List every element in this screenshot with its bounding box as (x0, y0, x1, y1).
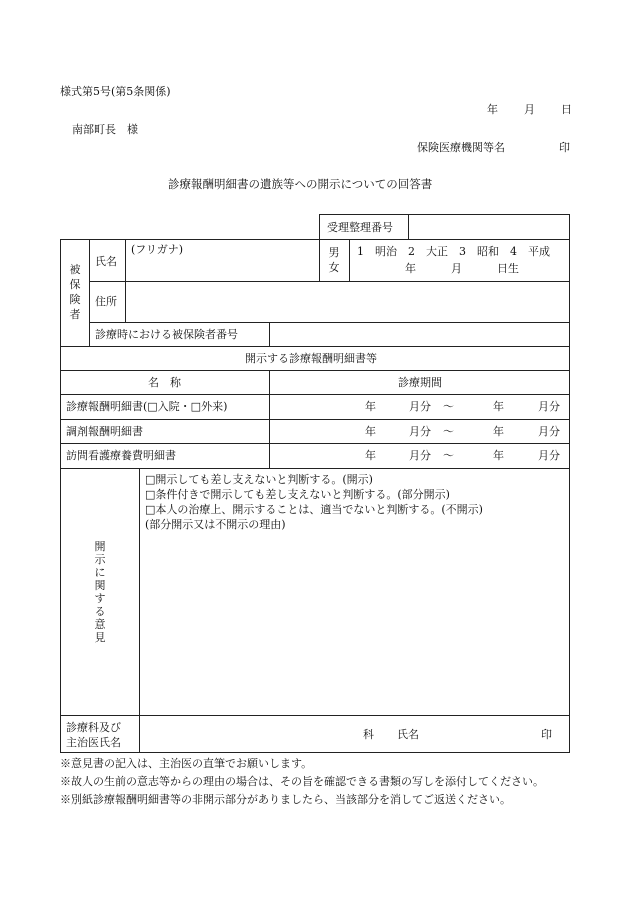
name-field[interactable] (127, 258, 317, 280)
period-start-year-label: 年 (365, 449, 376, 462)
birth-year-label: 年 (405, 262, 416, 275)
date-day-label: 日 (561, 103, 572, 116)
addressee: 南部町長 様 (72, 123, 138, 136)
address-label: 住所 (95, 295, 117, 308)
period-start-month-label: 月分 (409, 400, 431, 413)
period-tilde: 〜 (443, 449, 454, 462)
option-non-disclosure[interactable]: □本人の治療上、開示することは、適当でないと判断する。(不開示) (145, 503, 483, 516)
period-start-year-label: 年 (365, 400, 376, 413)
doc-row-name[interactable]: 診療報酬明細書(□入院・□外来) (66, 400, 228, 413)
institution-label: 保険医療機関等名 (417, 141, 505, 154)
option-full-disclosure[interactable]: □開示しても差し支えないと判断する。(開示) (145, 473, 373, 486)
option-partial-disclosure[interactable]: □条件付きで開示しても差し支えないと判断する。(部分開示) (145, 488, 450, 501)
period-end-year-label: 年 (493, 449, 504, 462)
doctor-label-line2: 主治医氏名 (66, 736, 121, 749)
doctor-name-field[interactable] (141, 717, 568, 751)
address-field[interactable] (127, 283, 568, 321)
institution-seal-mark: 印 (559, 141, 570, 154)
period-end-month-label: 月分 (538, 425, 560, 438)
period-tilde: 〜 (443, 425, 454, 438)
period-start-month-label: 月分 (409, 449, 431, 462)
insured-section-label: 被保険者 (69, 263, 81, 321)
note-item: ※故人の生前の意志等からの理由の場合は、その旨を確認できる書類の写しを添付してください。 (60, 775, 544, 788)
period-end-year-label: 年 (493, 425, 504, 438)
date-month-label: 月 (524, 103, 535, 116)
doctor-label-line1: 診療科及び (66, 721, 121, 734)
birth-day-label: 日生 (497, 262, 519, 275)
insured-number-field[interactable] (271, 324, 568, 345)
note-item: ※別紙診療報酬明細書等の非開示部分がありましたら、当該部分を消してご返送ください。 (60, 793, 511, 806)
period-tilde: 〜 (443, 400, 454, 413)
form-number: 様式第5号(第5条関係) (60, 85, 171, 98)
receipt-number-label: 受理整理番号 (327, 221, 393, 234)
col-period-header: 診療期間 (398, 376, 442, 389)
date-year-label: 年 (487, 103, 498, 116)
disclosed-docs-header: 開示する診療報酬明細書等 (245, 352, 377, 365)
period-start-month-label: 月分 (409, 425, 431, 438)
furigana-label: (フリガナ) (131, 243, 184, 256)
doctor-seal-mark: 印 (541, 728, 552, 741)
sex-label: 男女 (328, 246, 340, 274)
period-start-year-label: 年 (365, 425, 376, 438)
doctor-dept-label: 科 (363, 728, 374, 741)
note-item: ※意見書の記入は、主治医の直筆でお願いします。 (60, 757, 313, 770)
name-label: 氏名 (95, 255, 117, 268)
period-end-month-label: 月分 (538, 400, 560, 413)
doctor-name-label: 氏名 (397, 728, 419, 741)
opinion-label: 開示に関する意見 (94, 540, 106, 644)
birth-month-label: 月 (451, 262, 462, 275)
doc-row-name: 訪問看護療養費明細書 (66, 449, 176, 462)
insured-number-label: 診療時における被保険者番号 (95, 328, 238, 341)
period-end-month-label: 月分 (538, 449, 560, 462)
reason-field[interactable] (141, 535, 568, 713)
reason-label: (部分開示又は不開示の理由) (145, 518, 286, 531)
doc-row-name: 調剤報酬明細書 (66, 425, 143, 438)
birth-era-options[interactable]: 1 明治 2 大正 3 昭和 4 平成 (357, 245, 550, 258)
receipt-number-field[interactable] (410, 216, 568, 238)
period-end-year-label: 年 (493, 400, 504, 413)
col-name-header: 名 称 (148, 376, 181, 389)
page-title: 診療報酬明細書の遺族等への開示についての回答書 (168, 177, 433, 191)
